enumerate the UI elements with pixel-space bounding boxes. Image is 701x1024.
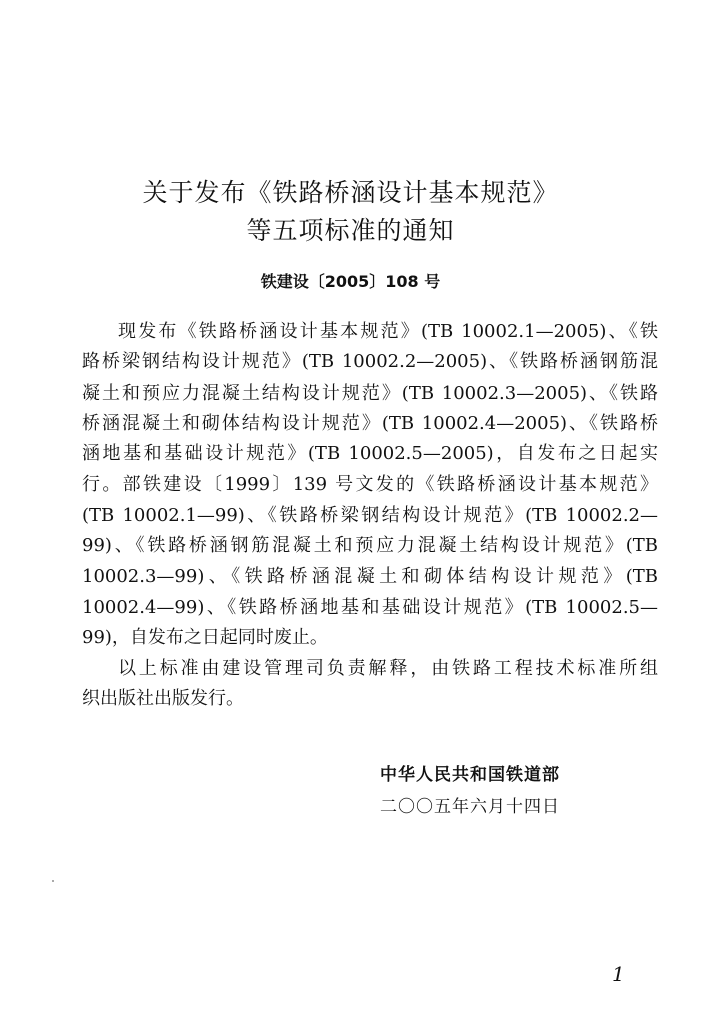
paragraph-2-line: 以上标准由建设管理司负责解释，由铁路工程技术标准所组 bbox=[118, 658, 658, 679]
title-line-1: 关于发布《铁路桥涵设计基本规范》 bbox=[142, 178, 559, 207]
paragraph-1-line: 桥涵混凝土和砌体结构设计规范》(TB 10002.4—2005)、《铁路桥 bbox=[82, 413, 658, 434]
paragraph-1-line: 10002.4—99)、《铁路桥涵地基和基础设计规范》(TB 10002.5— bbox=[82, 597, 658, 618]
paragraph-1-line: 10002.3—99)、《铁路桥涵混凝土和砌体结构设计规范》(TB bbox=[82, 566, 658, 587]
issue-date: 二〇〇五年六月十四日 bbox=[380, 797, 560, 817]
scan-speck bbox=[52, 880, 54, 882]
paragraph-1-line: 凝土和预应力混凝土结构设计规范》(TB 10002.3—2005)、《铁路 bbox=[82, 383, 658, 404]
paragraph-1-line: (TB 10002.1—99)、《铁路桥梁钢结构设计规范》(TB 10002.2— bbox=[82, 505, 658, 526]
paragraph-2-line: 织出版社出版发行。 bbox=[82, 688, 244, 709]
paragraph-1-line: 路桥梁钢结构设计规范》(TB 10002.2—2005)、《铁路桥涵钢筋混 bbox=[82, 351, 658, 372]
title-line-2: 等五项标准的通知 bbox=[246, 216, 455, 245]
page-number: 1 bbox=[612, 962, 625, 986]
paragraph-1-line: 现发布《铁路桥涵设计基本规范》(TB 10002.1—2005)、《铁 bbox=[118, 321, 658, 342]
paragraph-1-line: 99)、《铁路桥涵钢筋混凝土和预应力混凝土结构设计规范》(TB bbox=[82, 535, 658, 556]
document-number: 铁建设〔2005〕108 号 bbox=[260, 272, 441, 291]
paragraph-1-line: 行。部铁建设〔1999〕139 号文发的《铁路桥涵设计基本规范》 bbox=[82, 474, 658, 495]
issuer-name: 中华人民共和国铁道部 bbox=[380, 765, 560, 785]
paragraph-1-line: 99)，自发布之日起同时废止。 bbox=[82, 627, 328, 648]
paragraph-1-line: 涵地基和基础设计规范》(TB 10002.5—2005)，自发布之日起实 bbox=[82, 443, 658, 464]
